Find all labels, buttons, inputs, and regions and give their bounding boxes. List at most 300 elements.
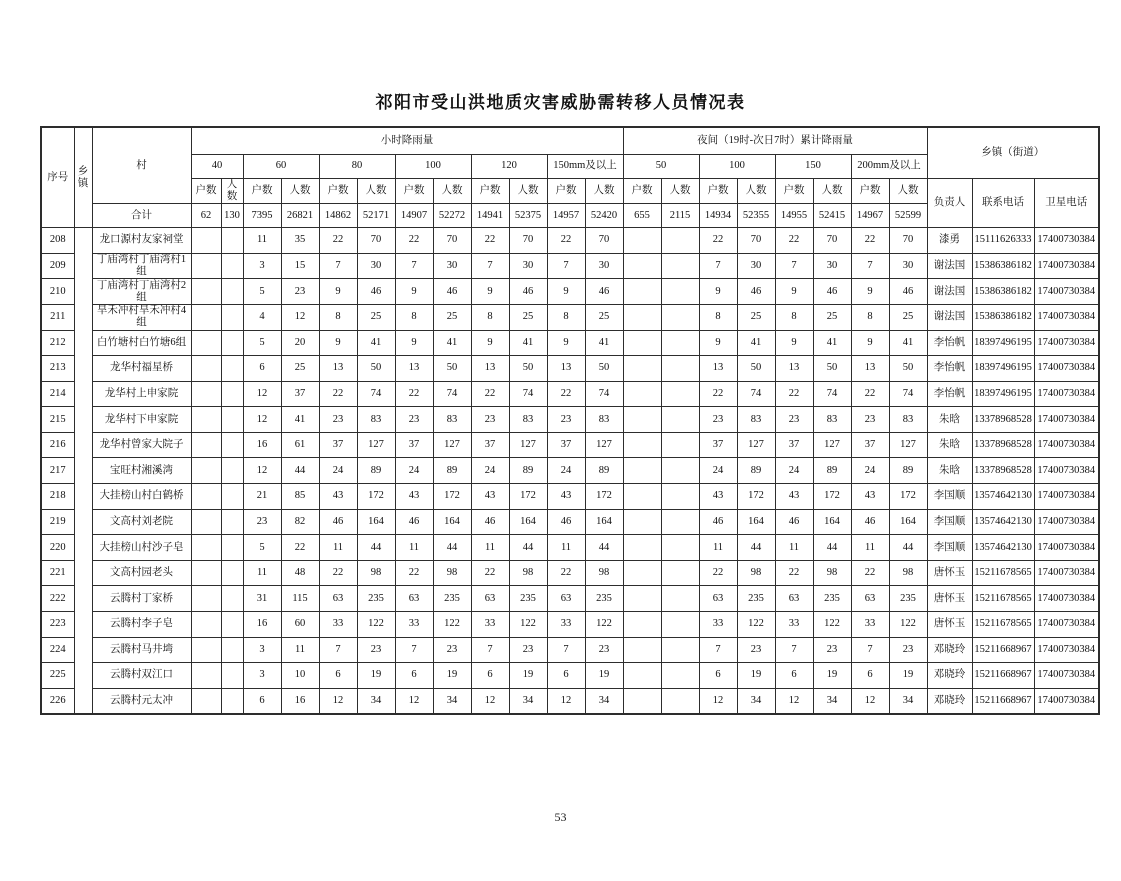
rainfall-value-cell: 122 xyxy=(357,612,395,638)
rainfall-value-cell xyxy=(661,535,699,561)
rainfall-value-cell: 43 xyxy=(395,484,433,510)
rainfall-value-cell xyxy=(191,330,221,356)
header-level-40: 40 xyxy=(191,155,243,179)
rainfall-value-cell: 44 xyxy=(585,535,623,561)
rainfall-value-cell: 11 xyxy=(851,535,889,561)
rainfall-value-cell: 30 xyxy=(509,253,547,279)
village-cell: 宝旺村湘溪湾 xyxy=(92,458,191,484)
rainfall-value-cell xyxy=(191,560,221,586)
rainfall-value-cell: 89 xyxy=(813,458,851,484)
total-value-cell: 26821 xyxy=(281,204,319,228)
rainfall-value-cell: 98 xyxy=(813,560,851,586)
table-row xyxy=(41,228,1099,254)
leader-cell: 漆勇 xyxy=(927,228,972,254)
rainfall-value-cell: 43 xyxy=(319,484,357,510)
phone-cell: 15211678565 xyxy=(972,586,1034,612)
rainfall-value-cell xyxy=(623,560,661,586)
phone-cell: 15211668967 xyxy=(972,688,1034,714)
rainfall-value-cell: 30 xyxy=(357,253,395,279)
rainfall-value-cell: 43 xyxy=(851,484,889,510)
rainfall-value-cell: 7 xyxy=(547,253,585,279)
header-people: 人数 xyxy=(813,179,851,204)
header-township-street-group: 乡镇（街道） xyxy=(927,127,1099,179)
satellite-phone-cell: 17400730384 xyxy=(1034,560,1099,586)
rainfall-value-cell: 23 xyxy=(813,637,851,663)
rainfall-value-cell: 44 xyxy=(281,458,319,484)
serial-cell: 224 xyxy=(41,637,74,663)
rainfall-value-cell: 37 xyxy=(699,432,737,458)
rainfall-value-cell xyxy=(661,560,699,586)
rainfall-value-cell: 24 xyxy=(699,458,737,484)
village-cell: 丁庙湾村丁庙湾村1组 xyxy=(92,253,191,279)
rainfall-value-cell: 37 xyxy=(281,381,319,407)
rainfall-value-cell: 25 xyxy=(889,304,927,330)
rainfall-value-cell: 30 xyxy=(889,253,927,279)
rainfall-value-cell: 22 xyxy=(699,381,737,407)
rainfall-value-cell: 23 xyxy=(737,637,775,663)
rainfall-value-cell: 23 xyxy=(319,407,357,433)
rainfall-value-cell: 44 xyxy=(889,535,927,561)
rainfall-value-cell xyxy=(623,330,661,356)
rainfall-value-cell xyxy=(661,612,699,638)
rainfall-value-cell: 74 xyxy=(357,381,395,407)
rainfall-value-cell: 8 xyxy=(471,304,509,330)
rainfall-value-cell: 89 xyxy=(357,458,395,484)
rainfall-value-cell: 70 xyxy=(357,228,395,254)
rainfall-value-cell: 41 xyxy=(585,330,623,356)
rainfall-value-cell: 43 xyxy=(471,484,509,510)
rainfall-value-cell xyxy=(221,560,243,586)
village-cell: 云腾村李子皂 xyxy=(92,612,191,638)
rainfall-value-cell xyxy=(221,304,243,330)
serial-cell: 222 xyxy=(41,586,74,612)
table-row xyxy=(41,381,1099,407)
rainfall-value-cell: 25 xyxy=(813,304,851,330)
rainfall-value-cell: 22 xyxy=(547,560,585,586)
rainfall-value-cell xyxy=(191,688,221,714)
rainfall-value-cell: 172 xyxy=(889,484,927,510)
table-row xyxy=(41,663,1099,689)
rainfall-value-cell: 13 xyxy=(699,356,737,382)
rainfall-value-cell: 23 xyxy=(357,637,395,663)
table-row xyxy=(41,304,1099,330)
header-level-150plus: 150mm及以上 xyxy=(547,155,623,179)
phone-cell: 15386386182 xyxy=(972,279,1034,305)
rainfall-value-cell: 23 xyxy=(243,509,281,535)
rainfall-value-cell xyxy=(191,586,221,612)
rainfall-value-cell: 22 xyxy=(699,228,737,254)
total-value-cell: 14967 xyxy=(851,204,889,228)
rainfall-value-cell: 9 xyxy=(699,330,737,356)
header-serial: 序号 xyxy=(41,127,74,228)
rainfall-value-cell: 164 xyxy=(813,509,851,535)
satellite-phone-cell: 17400730384 xyxy=(1034,458,1099,484)
rainfall-value-cell xyxy=(221,432,243,458)
total-value-cell: 14907 xyxy=(395,204,433,228)
table-row xyxy=(41,458,1099,484)
rainfall-value-cell xyxy=(221,688,243,714)
rainfall-value-cell: 34 xyxy=(509,688,547,714)
rainfall-value-cell: 98 xyxy=(509,560,547,586)
rainfall-value-cell xyxy=(623,432,661,458)
rainfall-value-cell xyxy=(191,637,221,663)
serial-cell: 223 xyxy=(41,612,74,638)
header-people: 人数 xyxy=(661,179,699,204)
rainfall-value-cell: 12 xyxy=(699,688,737,714)
rainfall-value-cell: 122 xyxy=(585,612,623,638)
rainfall-value-cell: 11 xyxy=(471,535,509,561)
rainfall-value-cell: 12 xyxy=(243,381,281,407)
table-row xyxy=(41,586,1099,612)
rainfall-value-cell: 30 xyxy=(585,253,623,279)
rainfall-value-cell: 23 xyxy=(699,407,737,433)
rainfall-value-cell: 127 xyxy=(737,432,775,458)
rainfall-value-cell xyxy=(623,407,661,433)
rainfall-value-cell: 122 xyxy=(813,612,851,638)
serial-cell: 220 xyxy=(41,535,74,561)
serial-cell: 215 xyxy=(41,407,74,433)
rainfall-value-cell: 6 xyxy=(775,663,813,689)
rainfall-value-cell xyxy=(191,253,221,279)
rainfall-value-cell: 63 xyxy=(319,586,357,612)
village-cell: 丁庙湾村丁庙湾村2组 xyxy=(92,279,191,305)
rainfall-value-cell: 7 xyxy=(319,637,357,663)
rainfall-value-cell: 46 xyxy=(433,279,471,305)
rainfall-value-cell xyxy=(221,228,243,254)
rainfall-value-cell: 12 xyxy=(319,688,357,714)
rainfall-value-cell: 22 xyxy=(395,228,433,254)
rainfall-value-cell: 11 xyxy=(395,535,433,561)
village-cell: 文高村刘老院 xyxy=(92,509,191,535)
rainfall-value-cell: 172 xyxy=(357,484,395,510)
phone-cell: 15211678565 xyxy=(972,560,1034,586)
header-people: 人数 xyxy=(889,179,927,204)
rainfall-value-cell xyxy=(623,612,661,638)
rainfall-value-cell: 37 xyxy=(319,432,357,458)
rainfall-value-cell: 7 xyxy=(471,253,509,279)
header-hourly-rainfall-group: 小时降雨量 xyxy=(191,127,623,155)
phone-cell: 18397496195 xyxy=(972,330,1034,356)
rainfall-value-cell: 235 xyxy=(585,586,623,612)
rainfall-value-cell: 12 xyxy=(243,407,281,433)
rainfall-value-cell xyxy=(661,688,699,714)
rainfall-value-cell: 8 xyxy=(319,304,357,330)
rainfall-value-cell xyxy=(191,356,221,382)
rainfall-value-cell: 7 xyxy=(395,637,433,663)
rainfall-value-cell: 13 xyxy=(775,356,813,382)
leader-cell: 李怡帆 xyxy=(927,330,972,356)
rainfall-value-cell: 33 xyxy=(775,612,813,638)
rainfall-value-cell xyxy=(221,381,243,407)
rainfall-value-cell: 22 xyxy=(319,560,357,586)
phone-cell: 15211668967 xyxy=(972,637,1034,663)
rainfall-value-cell: 6 xyxy=(547,663,585,689)
rainfall-value-cell: 12 xyxy=(471,688,509,714)
rainfall-value-cell xyxy=(191,484,221,510)
table-row xyxy=(41,509,1099,535)
rainfall-value-cell xyxy=(221,484,243,510)
serial-cell: 225 xyxy=(41,663,74,689)
rainfall-value-cell: 37 xyxy=(775,432,813,458)
rainfall-value-cell: 16 xyxy=(281,688,319,714)
table-row xyxy=(41,637,1099,663)
rainfall-value-cell: 46 xyxy=(775,509,813,535)
rainfall-value-cell: 12 xyxy=(395,688,433,714)
rainfall-value-cell: 46 xyxy=(699,509,737,535)
rainfall-value-cell: 6 xyxy=(699,663,737,689)
rainfall-value-cell: 7 xyxy=(471,637,509,663)
rainfall-value-cell: 63 xyxy=(471,586,509,612)
header-people: 人数 xyxy=(281,179,319,204)
rainfall-value-cell: 50 xyxy=(737,356,775,382)
rainfall-value-cell xyxy=(661,458,699,484)
rainfall-value-cell: 98 xyxy=(889,560,927,586)
satellite-phone-cell: 17400730384 xyxy=(1034,304,1099,330)
table-row xyxy=(41,356,1099,382)
phone-cell: 13574642130 xyxy=(972,509,1034,535)
rainfall-value-cell: 12 xyxy=(243,458,281,484)
header-households: 户数 xyxy=(319,179,357,204)
phone-cell: 18397496195 xyxy=(972,381,1034,407)
serial-cell: 212 xyxy=(41,330,74,356)
rainfall-value-cell: 46 xyxy=(737,279,775,305)
leader-cell: 邓晓玲 xyxy=(927,637,972,663)
satellite-phone-cell: 17400730384 xyxy=(1034,253,1099,279)
header-night-rainfall-group: 夜间（19时-次日7时）累计降雨量 xyxy=(623,127,927,155)
village-cell: 旱禾冲村旱禾冲村4组 xyxy=(92,304,191,330)
rainfall-value-cell xyxy=(661,432,699,458)
rainfall-value-cell: 22 xyxy=(775,381,813,407)
total-value-cell: 14955 xyxy=(775,204,813,228)
rainfall-value-cell: 19 xyxy=(433,663,471,689)
village-cell: 云腾村马井塆 xyxy=(92,637,191,663)
rainfall-value-cell: 44 xyxy=(813,535,851,561)
rainfall-value-cell: 83 xyxy=(813,407,851,433)
transfer-population-table xyxy=(40,126,1100,715)
rainfall-value-cell: 33 xyxy=(395,612,433,638)
header-level-60: 60 xyxy=(243,155,319,179)
rainfall-value-cell: 6 xyxy=(243,688,281,714)
rainfall-value-cell: 9 xyxy=(547,279,585,305)
phone-cell: 13574642130 xyxy=(972,535,1034,561)
rainfall-value-cell xyxy=(221,663,243,689)
rainfall-value-cell: 127 xyxy=(585,432,623,458)
serial-cell: 213 xyxy=(41,356,74,382)
total-value-cell: 14862 xyxy=(319,204,357,228)
village-cell: 云腾村元太冲 xyxy=(92,688,191,714)
rainfall-value-cell: 10 xyxy=(281,663,319,689)
rainfall-value-cell: 22 xyxy=(851,560,889,586)
header-level-120: 120 xyxy=(471,155,547,179)
rainfall-value-cell: 172 xyxy=(433,484,471,510)
rainfall-value-cell: 24 xyxy=(547,458,585,484)
rainfall-value-cell: 31 xyxy=(243,586,281,612)
rainfall-value-cell: 11 xyxy=(281,637,319,663)
rainfall-value-cell: 74 xyxy=(889,381,927,407)
rainfall-value-cell: 63 xyxy=(775,586,813,612)
total-value-cell: 52272 xyxy=(433,204,471,228)
rainfall-value-cell: 46 xyxy=(813,279,851,305)
phone-cell: 15211668967 xyxy=(972,663,1034,689)
rainfall-value-cell: 7 xyxy=(775,637,813,663)
total-value-cell: 14941 xyxy=(471,204,509,228)
header-households: 户数 xyxy=(471,179,509,204)
total-value-cell: 2115 xyxy=(661,204,699,228)
rainfall-value-cell: 41 xyxy=(813,330,851,356)
rainfall-value-cell: 16 xyxy=(243,432,281,458)
rainfall-value-cell: 83 xyxy=(737,407,775,433)
satellite-phone-cell: 17400730384 xyxy=(1034,484,1099,510)
rainfall-value-cell: 9 xyxy=(775,330,813,356)
rainfall-value-cell: 127 xyxy=(813,432,851,458)
leader-cell: 朱晗 xyxy=(927,407,972,433)
rainfall-value-cell: 25 xyxy=(737,304,775,330)
rainfall-value-cell xyxy=(661,663,699,689)
rainfall-value-cell: 19 xyxy=(737,663,775,689)
rainfall-value-cell: 50 xyxy=(889,356,927,382)
rainfall-value-cell: 41 xyxy=(889,330,927,356)
total-value-cell: 52415 xyxy=(813,204,851,228)
rainfall-value-cell: 8 xyxy=(699,304,737,330)
rainfall-value-cell: 164 xyxy=(889,509,927,535)
rainfall-value-cell: 89 xyxy=(585,458,623,484)
header-contact-phone: 联系电话 xyxy=(972,179,1034,228)
rainfall-value-cell: 33 xyxy=(851,612,889,638)
rainfall-value-cell xyxy=(661,279,699,305)
rainfall-value-cell: 7 xyxy=(699,253,737,279)
rainfall-value-cell: 22 xyxy=(851,228,889,254)
rainfall-value-cell: 61 xyxy=(281,432,319,458)
rainfall-value-cell xyxy=(221,535,243,561)
rainfall-value-cell: 122 xyxy=(433,612,471,638)
rainfall-value-cell: 12 xyxy=(281,304,319,330)
rainfall-value-cell: 22 xyxy=(471,228,509,254)
rainfall-value-cell: 12 xyxy=(851,688,889,714)
rainfall-value-cell: 37 xyxy=(395,432,433,458)
total-value-cell: 62 xyxy=(191,204,221,228)
rainfall-value-cell: 24 xyxy=(395,458,433,484)
rainfall-value-cell: 74 xyxy=(509,381,547,407)
rainfall-value-cell: 83 xyxy=(357,407,395,433)
rainfall-value-cell xyxy=(191,407,221,433)
leader-cell: 唐怀玉 xyxy=(927,586,972,612)
satellite-phone-cell: 17400730384 xyxy=(1034,432,1099,458)
rainfall-value-cell: 6 xyxy=(243,356,281,382)
rainfall-value-cell: 7 xyxy=(699,637,737,663)
rainfall-value-cell: 6 xyxy=(471,663,509,689)
rainfall-value-cell: 24 xyxy=(775,458,813,484)
rainfall-value-cell: 89 xyxy=(509,458,547,484)
rainfall-value-cell: 46 xyxy=(357,279,395,305)
rainfall-value-cell: 83 xyxy=(585,407,623,433)
rainfall-value-cell xyxy=(191,663,221,689)
rainfall-value-cell: 30 xyxy=(433,253,471,279)
rainfall-value-cell xyxy=(191,304,221,330)
rainfall-value-cell xyxy=(221,407,243,433)
rainfall-value-cell: 9 xyxy=(471,330,509,356)
rainfall-value-cell: 9 xyxy=(775,279,813,305)
rainfall-value-cell xyxy=(661,484,699,510)
rainfall-value-cell: 15 xyxy=(281,253,319,279)
total-value-cell: 130 xyxy=(221,204,243,228)
serial-cell: 218 xyxy=(41,484,74,510)
serial-cell: 226 xyxy=(41,688,74,714)
rainfall-value-cell: 70 xyxy=(889,228,927,254)
rainfall-value-cell: 6 xyxy=(319,663,357,689)
rainfall-value-cell: 22 xyxy=(471,560,509,586)
rainfall-value-cell: 16 xyxy=(243,612,281,638)
rainfall-value-cell: 122 xyxy=(509,612,547,638)
serial-cell: 217 xyxy=(41,458,74,484)
rainfall-value-cell: 172 xyxy=(737,484,775,510)
rainfall-value-cell: 22 xyxy=(319,381,357,407)
satellite-phone-cell: 17400730384 xyxy=(1034,586,1099,612)
rainfall-value-cell xyxy=(623,688,661,714)
leader-cell: 李怡帆 xyxy=(927,381,972,407)
rainfall-value-cell: 63 xyxy=(547,586,585,612)
rainfall-value-cell xyxy=(661,228,699,254)
leader-cell: 李国顺 xyxy=(927,509,972,535)
rainfall-value-cell: 74 xyxy=(585,381,623,407)
rainfall-value-cell: 23 xyxy=(851,407,889,433)
table-row xyxy=(41,484,1099,510)
village-cell: 龙华村曾家大院子 xyxy=(92,432,191,458)
leader-cell: 谢法国 xyxy=(927,279,972,305)
rainfall-value-cell: 13 xyxy=(319,356,357,382)
phone-cell: 13574642130 xyxy=(972,484,1034,510)
header-leader: 负责人 xyxy=(927,179,972,228)
rainfall-value-cell: 41 xyxy=(509,330,547,356)
village-cell: 白竹塘村白竹塘6组 xyxy=(92,330,191,356)
rainfall-value-cell: 44 xyxy=(357,535,395,561)
rainfall-value-cell: 46 xyxy=(585,279,623,305)
village-cell: 龙口源村友家祠堂 xyxy=(92,228,191,254)
header-night-level-200plus: 200mm及以上 xyxy=(851,155,927,179)
rainfall-value-cell xyxy=(623,304,661,330)
rainfall-value-cell: 44 xyxy=(737,535,775,561)
serial-cell: 208 xyxy=(41,228,74,254)
rainfall-value-cell: 70 xyxy=(737,228,775,254)
rainfall-value-cell: 25 xyxy=(281,356,319,382)
rainfall-value-cell: 24 xyxy=(319,458,357,484)
township-cell xyxy=(74,228,92,715)
rainfall-value-cell xyxy=(191,458,221,484)
rainfall-value-cell xyxy=(191,279,221,305)
rainfall-value-cell: 63 xyxy=(851,586,889,612)
phone-cell: 15386386182 xyxy=(972,253,1034,279)
header-row-groups xyxy=(41,127,1099,155)
village-cell: 龙华村福星桥 xyxy=(92,356,191,382)
rainfall-value-cell xyxy=(221,279,243,305)
rainfall-value-cell xyxy=(623,381,661,407)
rainfall-value-cell: 41 xyxy=(433,330,471,356)
rainfall-value-cell: 23 xyxy=(585,637,623,663)
serial-cell: 216 xyxy=(41,432,74,458)
phone-cell: 18397496195 xyxy=(972,356,1034,382)
total-value-cell: 52171 xyxy=(357,204,395,228)
rainfall-value-cell: 22 xyxy=(395,381,433,407)
rainfall-value-cell: 127 xyxy=(433,432,471,458)
document-page xyxy=(0,88,1121,881)
header-households: 户数 xyxy=(191,179,221,204)
rainfall-value-cell: 41 xyxy=(737,330,775,356)
rainfall-value-cell: 22 xyxy=(775,228,813,254)
rainfall-value-cell: 22 xyxy=(699,560,737,586)
rainfall-value-cell: 37 xyxy=(471,432,509,458)
header-night-level-150: 150 xyxy=(775,155,851,179)
rainfall-value-cell: 9 xyxy=(547,330,585,356)
rainfall-value-cell: 25 xyxy=(433,304,471,330)
